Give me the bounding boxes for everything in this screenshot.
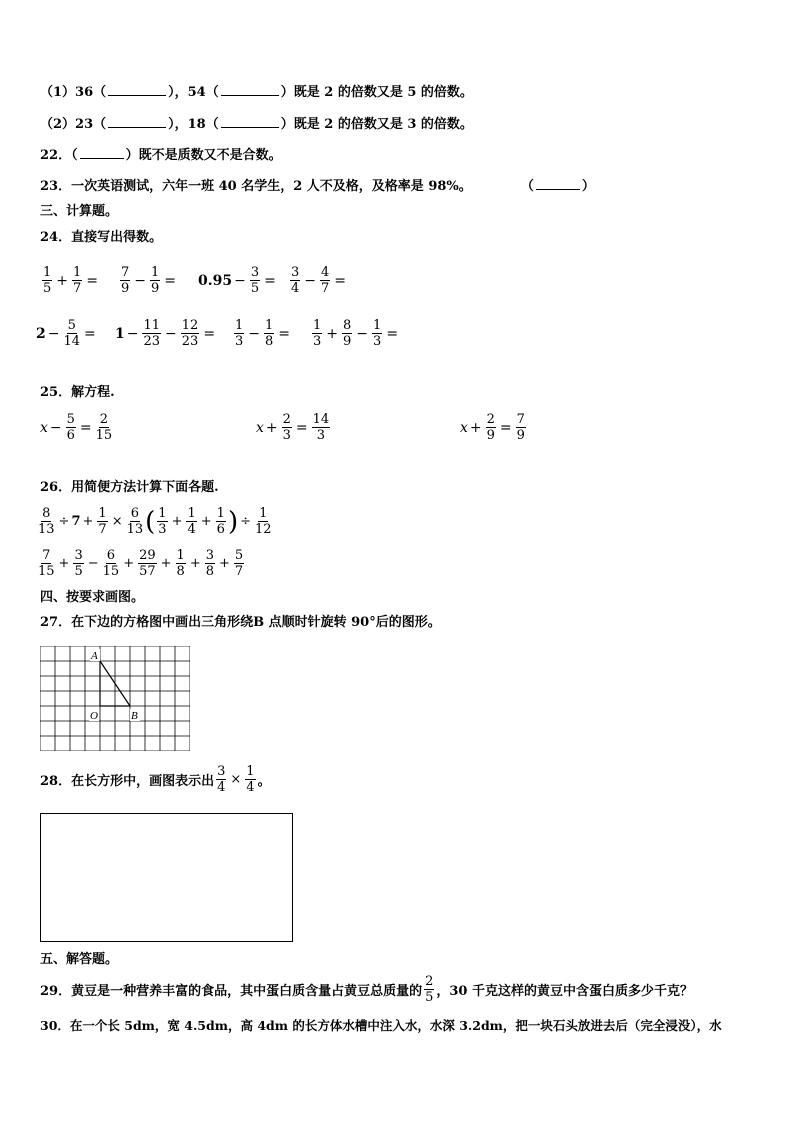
q24-r2-e4: $\frac{1}{3}$ + $\frac{8}{9}$ − $\frac{1}{3}$ = — [313, 318, 399, 349]
fraction: $\frac{7}{9}$ — [121, 265, 130, 296]
fraction: $\frac{1}{8}$ — [176, 548, 185, 579]
fraction: $\frac{1}{5}$ — [43, 265, 52, 296]
fraction: $\frac{3}{5}$ — [250, 265, 260, 296]
fraction: $\frac{2}{3}$ — [282, 412, 291, 443]
q24-r2-e2: 1 − $\frac{11}{23}$ − $\frac{12}{23}$ = — [115, 318, 216, 349]
point-a-label: A — [91, 650, 98, 662]
q25-e2: x + $\frac{2}{3}$ = $\frac{14}{3}$ — [256, 412, 330, 443]
fraction: $\frac{1}{7}$ — [73, 265, 82, 296]
fraction: $\frac{11}{23}$ — [143, 318, 161, 349]
fraction: $\frac{2}{9}$ — [486, 412, 495, 443]
q24-title: 24．直接写出得数。 — [40, 230, 163, 245]
fraction: $\frac{7}{15}$ — [38, 548, 55, 579]
q25-title: 25．解方程. — [40, 385, 115, 400]
fraction: $\frac{4}{7}$ — [321, 265, 330, 296]
answer-blank[interactable] — [108, 114, 166, 128]
fraction: $\frac{6}{15}$ — [102, 548, 120, 579]
q29-post: ，30 千克这样的黄豆中含蛋白质多少千克？ — [436, 984, 693, 999]
section-3-heading: 三、计算题。 — [40, 204, 119, 219]
fraction: $\frac{1}{3}$ — [235, 318, 244, 349]
q21-1-pre: （1）36（ — [40, 85, 107, 100]
q21-2-post: ）既是 2 的倍数又是 3 的倍数。 — [280, 117, 473, 132]
q24-r1-e1: $\frac{1}{5}$ + $\frac{1}{7}$ = — [43, 265, 99, 296]
q24-r2-e1: 2 − $\frac{5}{14}$ = — [36, 318, 96, 349]
answer-blank[interactable] — [108, 82, 166, 96]
q21-2-pre: （2）23（ — [40, 117, 107, 132]
fraction: $\frac{29}{57}$ — [139, 548, 156, 579]
fraction: $\frac{5}{6}$ — [66, 412, 75, 443]
fraction: $\frac{3}{4}$ — [217, 764, 226, 795]
q29-pre: 29．黄豆是一种营养丰富的食品，其中蛋白质含量占黄豆总质量的 — [40, 984, 423, 999]
q26-e2: $\frac{7}{15}$ + $\frac{3}{5}$ − $\frac{6}{15}$ + $\frac{29}{57}$ + $\frac{1}{8}$ + $\frac{3}{8}$ + $\frac{5}{7}$ — [38, 548, 244, 579]
q21-2-mid: ），18（ — [168, 117, 219, 132]
section-5-heading: 五、解答题。 — [40, 952, 119, 967]
q21-1-mid: ），54（ — [168, 85, 219, 100]
fraction: $\frac{1}{7}$ — [98, 506, 107, 537]
point-o-label: O — [90, 710, 98, 722]
q28-pre: 28．在长方形中，画图表示出 — [40, 774, 215, 789]
fraction: $\frac{1}{3}$ — [313, 318, 322, 349]
q21-1-post: ）既是 2 的倍数又是 5 的倍数。 — [280, 85, 473, 100]
q23-close: ） — [581, 179, 595, 194]
q24-r1-e2: $\frac{7}{9}$ − $\frac{1}{9}$ = — [121, 265, 177, 296]
fraction: $\frac{5}{7}$ — [234, 548, 244, 579]
q27-text: 27．在下边的方格图中画出三角形绕B 点顺时针旋转 90°后的图形。 — [40, 615, 441, 630]
fraction: $\frac{12}{23}$ — [181, 318, 199, 349]
fraction: $\frac{8}{13}$ — [38, 506, 55, 537]
q22 — [40, 145, 282, 165]
q22-post: ）既不是质数又不是合数。 — [125, 148, 282, 163]
q23-open: （ — [520, 179, 534, 194]
q21-line2 — [40, 114, 473, 134]
answer-blank[interactable] — [536, 176, 580, 190]
fraction: $\frac{5}{14}$ — [63, 318, 81, 349]
fraction: $\frac{14}{3}$ — [312, 412, 330, 443]
section-4-heading: 四、按要求画图。 — [40, 590, 145, 605]
fraction: $\frac{8}{9}$ — [343, 318, 352, 349]
grid-diagram[interactable] — [40, 646, 190, 751]
fraction: $\frac{3}{8}$ — [205, 548, 215, 579]
q21-line1 — [40, 82, 473, 102]
q24-r1-e3: 0.95 − $\frac{3}{5}$ = — [198, 265, 276, 296]
fraction: $\frac{1}{6}$ — [216, 506, 225, 537]
fraction: $\frac{1}{9}$ — [151, 265, 160, 296]
fraction: $\frac{1}{3}$ — [158, 506, 167, 537]
q23 — [40, 176, 595, 196]
point-b-label: B — [131, 710, 138, 722]
q26-e1: $\frac{8}{13}$ ÷ 7 + $\frac{1}{7}$ × $\frac{6}{13}$ ( $\frac{1}{3}$ + $\frac{1}{4}$ + $\frac{1}{6}$ ) ÷ $\frac{1}{12}$ — [38, 506, 272, 537]
fraction: $\frac{1}{4}$ — [246, 764, 255, 795]
q23-text: 23．一次英语测试，六年一班 40 名学生，2 人不及格，及格率是 98%。 — [40, 179, 472, 194]
fraction: $\frac{2}{5}$ — [425, 974, 434, 1005]
fraction: $\frac{6}{13}$ — [126, 506, 144, 537]
fraction: $\frac{3}{5}$ — [74, 548, 83, 579]
drawing-rectangle[interactable] — [40, 813, 293, 942]
q29-line — [40, 974, 693, 1005]
fraction: $\frac{1}{8}$ — [265, 318, 274, 349]
fraction: $\frac{2}{15}$ — [95, 412, 113, 443]
q25-e1: x − $\frac{5}{6}$ = $\frac{2}{15}$ — [40, 412, 113, 443]
fraction: $\frac{1}{4}$ — [187, 506, 196, 537]
fraction: $\frac{1}{12}$ — [255, 506, 272, 537]
fraction: $\frac{1}{3}$ — [373, 318, 382, 349]
q28-line: 28．在长方形中，画图表示出 $\frac{3}{4}$ × $\frac{1}{4}$ 。 — [40, 764, 271, 795]
q24-r2-e3: $\frac{1}{3}$ − $\frac{1}{8}$ = — [235, 318, 291, 349]
q25-e3: x + $\frac{2}{9}$ = $\frac{7}{9}$ — [460, 412, 525, 443]
fraction: $\frac{3}{4}$ — [291, 265, 300, 296]
q30-text: 30．在一个长 5dm，宽 4.5dm，高 4dm 的长方体水槽中注入水，水深 3.2dm，把一块石头放进去后（完全浸没），水 — [40, 1018, 722, 1033]
answer-blank[interactable] — [221, 114, 279, 128]
q24-r1-e4: $\frac{3}{4}$ − $\frac{4}{7}$ = — [291, 265, 347, 296]
answer-blank[interactable] — [80, 145, 124, 159]
answer-blank[interactable] — [221, 82, 279, 96]
q22-pre: 22．（ — [40, 148, 78, 163]
q26-title: 26．用简便方法计算下面各题. — [40, 480, 219, 495]
fraction: $\frac{7}{9}$ — [516, 412, 525, 443]
